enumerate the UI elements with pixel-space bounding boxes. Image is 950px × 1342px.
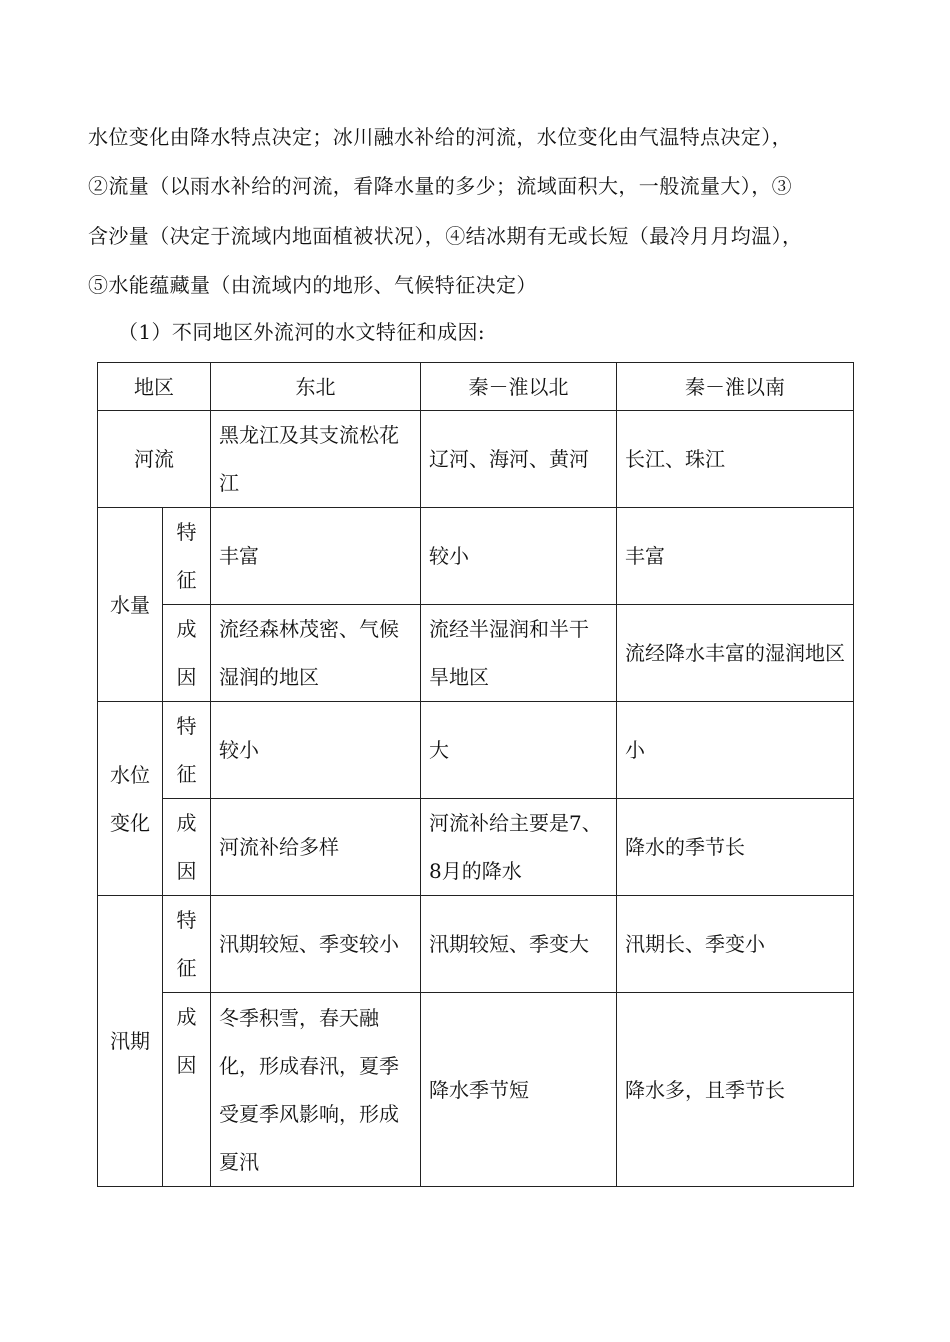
header-northeast: 东北 (211, 363, 421, 411)
volume-feature-south: 丰富 (617, 508, 854, 605)
table-row-level-cause (98, 799, 854, 896)
intro-line-4: ⑤水能蕴藏量（由流域内的地形、气候特征决定） (88, 273, 537, 297)
volume-feature-northeast: 丰富 (211, 508, 421, 605)
volume-cause-northeast: 流经森林茂密、气候湿润的地区 (211, 605, 421, 702)
sub-label-feature: 特征 (163, 896, 211, 993)
sub-label-feature: 特征 (163, 508, 211, 605)
level-cause-north: 河流补给主要是7、8月的降水 (421, 799, 617, 896)
table-row-level-feature (98, 702, 854, 799)
sub-label-feature: 特征 (163, 702, 211, 799)
flood-feature-south: 汛期长、季变小 (617, 896, 854, 993)
flood-cause-north: 降水季节短 (421, 993, 617, 1187)
flood-feature-north: 汛期较短、季变大 (421, 896, 617, 993)
level-feature-north: 大 (421, 702, 617, 799)
row-label-volume: 水量 (98, 508, 163, 702)
rivers-northeast: 黑龙江及其支流松花江 (211, 411, 421, 508)
row-label-water-level: 水位变化 (98, 702, 163, 896)
row-label-rivers: 河流 (98, 411, 211, 508)
sub-label-cause: 成因 (163, 993, 211, 1187)
intro-line-1: 水位变化由降水特点决定；冰川融水补给的河流，水位变化由气温特点决定）， (88, 125, 792, 149)
table-row-flood-feature (98, 896, 854, 993)
flood-feature-northeast: 汛期较短、季变较小 (211, 896, 421, 993)
row-label-flood-season: 汛期 (98, 896, 163, 1187)
volume-cause-north: 流经半湿润和半干旱地区 (421, 605, 617, 702)
level-feature-south: 小 (617, 702, 854, 799)
rivers-south: 长江、珠江 (617, 411, 854, 508)
intro-line-3: 含沙量（决定于流域内地面植被状况），④结冰期有无或长短（最冷月月均温）， (88, 224, 803, 248)
header-region: 地区 (98, 363, 211, 411)
header-south-of-qinhuai: 秦－淮以南 (617, 363, 854, 411)
header-north-of-qinhuai: 秦－淮以北 (421, 363, 617, 411)
hydrology-table (97, 362, 854, 1187)
level-cause-south: 降水的季节长 (617, 799, 854, 896)
volume-feature-north: 较小 (421, 508, 617, 605)
flood-cause-south: 降水多，且季节长 (617, 993, 854, 1187)
table-header-row (98, 363, 854, 411)
volume-cause-south: 流经降水丰富的湿润地区 (617, 605, 854, 702)
level-feature-northeast: 较小 (211, 702, 421, 799)
sub-label-cause: 成因 (163, 605, 211, 702)
table-row-flood-cause (98, 993, 854, 1187)
table-row-volume-feature (98, 508, 854, 605)
intro-line-2: ②流量（以雨水补给的河流，看降水量的多少；流域面积大，一般流量大），③ (88, 174, 792, 198)
flood-cause-northeast: 冬季积雪，春天融化，形成春汛，夏季受夏季风影响，形成夏汛 (211, 993, 421, 1187)
sub-label-cause: 成因 (163, 799, 211, 896)
table-row-volume-cause (98, 605, 854, 702)
rivers-north: 辽河、海河、黄河 (421, 411, 617, 508)
table-row-rivers (98, 411, 854, 508)
level-cause-northeast: 河流补给多样 (211, 799, 421, 896)
section-subtitle: （1）不同地区外流河的水文特征和成因: (118, 320, 486, 344)
